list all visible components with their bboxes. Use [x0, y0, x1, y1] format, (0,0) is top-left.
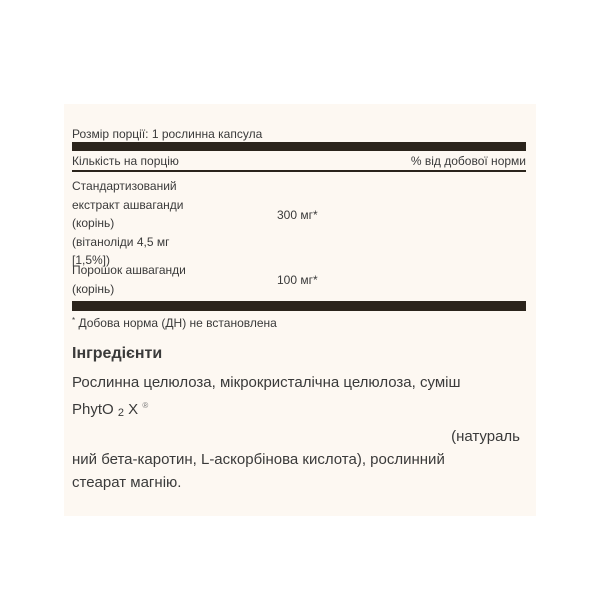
- phyto-suffix: X: [128, 401, 139, 418]
- ingredient-name-line: Порошок ашваганди: [72, 263, 186, 277]
- ingredient-name-line: [1,5%]): [72, 253, 111, 267]
- divider-thin: [72, 170, 526, 172]
- serving-size: Розмір порції: 1 рослинна капсула: [72, 127, 263, 141]
- divider-thick-bottom: [72, 301, 526, 311]
- ingredient-name-line: (вітаноліди 4,5 мг: [72, 234, 170, 249]
- footnote-text: Добова норма (ДН) не встановлена: [78, 316, 277, 330]
- ingredient-name-line: екстракт ашваганди: [72, 197, 184, 212]
- phyto-subscript: 2: [117, 407, 124, 419]
- facts-header-row: [72, 153, 526, 170]
- facts-row-ashwagandha-powder: [72, 261, 526, 299]
- phyto-prefix: PhytO: [72, 401, 114, 418]
- ingredients-line: Рослинна целюлоза, мікрокристалічна целюлоза, суміш: [72, 374, 461, 391]
- ingredient-name: [72, 177, 222, 270]
- ingredients-title: Інгредієнти: [72, 345, 163, 362]
- facts-row-ashwagandha-extract: [72, 177, 526, 267]
- daily-value-label: % від добової норми: [410, 154, 526, 168]
- ingredients-text: [72, 371, 532, 494]
- footnote: [72, 314, 526, 330]
- ingredient-name-line: Стандартизований: [72, 179, 177, 193]
- registered-mark: ®: [142, 401, 149, 410]
- ingredients-line: стеарат магнію.: [72, 474, 182, 491]
- divider-thick-top: [72, 142, 526, 151]
- ingredient-amount: 300 мг*: [277, 208, 318, 222]
- ingredient-name-line: (корінь): [72, 216, 115, 230]
- ingredient-name-line: (корінь): [72, 281, 115, 296]
- ingredients-line: (натураль: [451, 428, 520, 445]
- ingredients-section: [72, 344, 532, 494]
- supplement-facts: [72, 127, 526, 330]
- amount-per-serving-label: Кількість на порцію: [72, 154, 179, 168]
- phyto2x-line: [72, 394, 532, 425]
- ingredients-line: ний бета-каротин, L-аскорбінова кислота), рослинний: [72, 451, 445, 468]
- ingredient-name: [72, 261, 222, 298]
- ingredient-amount: 100 мг*: [277, 273, 318, 287]
- footnote-mark: *: [72, 316, 76, 325]
